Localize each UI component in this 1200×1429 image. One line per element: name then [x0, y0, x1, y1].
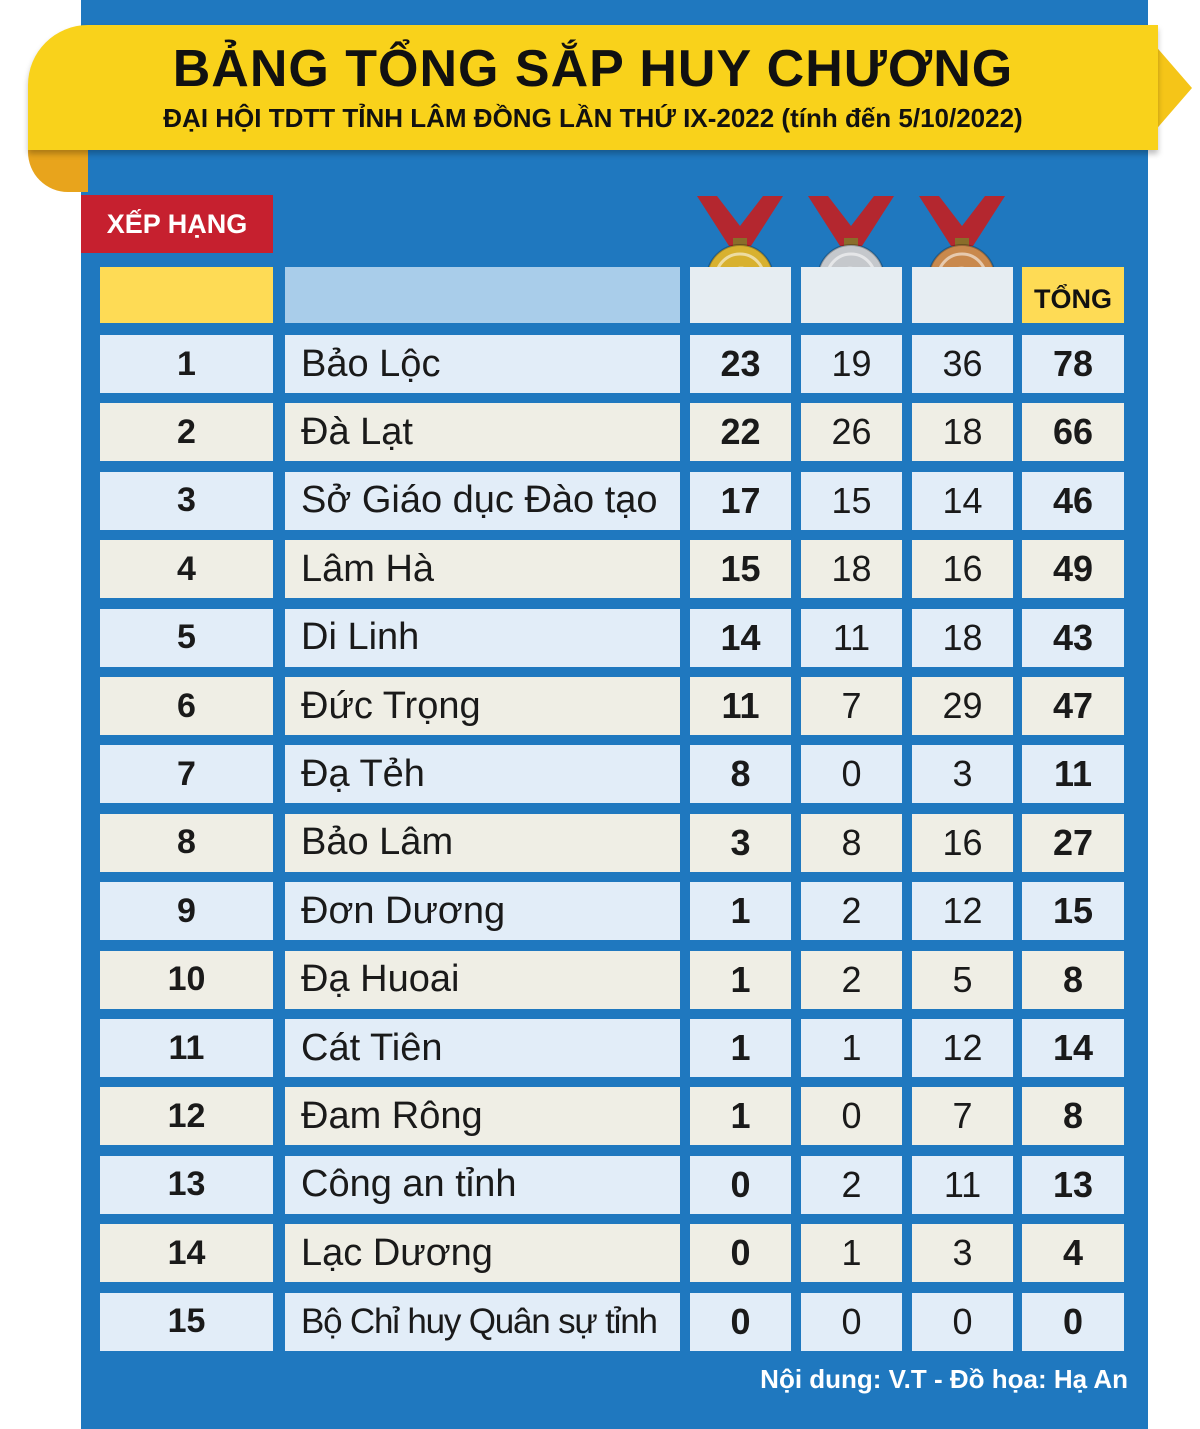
- table-row: [0, 677, 1200, 735]
- rank-label-badge: XẾP HẠNG: [81, 195, 273, 253]
- bronze-cell: 12: [912, 882, 1013, 940]
- bronze-cell: 29: [912, 677, 1013, 735]
- table-row: [0, 1087, 1200, 1145]
- bronze-cell: 7: [912, 1087, 1013, 1145]
- name-cell: Lạc Dương: [285, 1224, 680, 1282]
- gold-cell: 22: [690, 403, 791, 461]
- table-row: [0, 1224, 1200, 1282]
- bronze-cell: 18: [912, 403, 1013, 461]
- gold-cell: 1: [690, 1087, 791, 1145]
- name-cell: Bảo Lâm: [285, 814, 680, 872]
- rank-cell: 14: [100, 1224, 273, 1282]
- table-row: [0, 403, 1200, 461]
- gold-cell: 0: [690, 1156, 791, 1214]
- table-row: [0, 1019, 1200, 1077]
- bronze-cell: 12: [912, 1019, 1013, 1077]
- silver-cell: 0: [801, 1087, 902, 1145]
- name-cell: Di Linh: [285, 609, 680, 667]
- silver-cell: 0: [801, 1293, 902, 1351]
- gold-cell: 1: [690, 1019, 791, 1077]
- total-cell: 66: [1022, 403, 1124, 461]
- total-cell: 46: [1022, 472, 1124, 530]
- total-cell: 8: [1022, 1087, 1124, 1145]
- table-row: [0, 472, 1200, 530]
- table-row: [0, 814, 1200, 872]
- gold-cell: 23: [690, 335, 791, 393]
- gold-cell: 0: [690, 1293, 791, 1351]
- silver-cell: 0: [801, 745, 902, 803]
- name-cell: Lâm Hà: [285, 540, 680, 598]
- name-cell: Đà Lạt: [285, 403, 680, 461]
- name-cell: Bảo Lộc: [285, 335, 680, 393]
- table-row: [0, 335, 1200, 393]
- total-cell: 78: [1022, 335, 1124, 393]
- total-cell: 4: [1022, 1224, 1124, 1282]
- gold-cell: 15: [690, 540, 791, 598]
- total-cell: 13: [1022, 1156, 1124, 1214]
- silver-cell: 8: [801, 814, 902, 872]
- name-cell: Đam Rông: [285, 1087, 680, 1145]
- rank-cell: 6: [100, 677, 273, 735]
- total-cell: 0: [1022, 1293, 1124, 1351]
- table-row: [0, 540, 1200, 598]
- silver-cell: 19: [801, 335, 902, 393]
- rank-cell: 4: [100, 540, 273, 598]
- rank-cell: 2: [100, 403, 273, 461]
- bronze-cell: 3: [912, 745, 1013, 803]
- silver-cell: 11: [801, 609, 902, 667]
- gold-cell: 14: [690, 609, 791, 667]
- name-cell: Đạ Huoai: [285, 951, 680, 1009]
- bronze-cell: 0: [912, 1293, 1013, 1351]
- gold-cell: 8: [690, 745, 791, 803]
- gold-cell: 11: [690, 677, 791, 735]
- rank-cell: 15: [100, 1293, 273, 1351]
- rank-cell: 11: [100, 1019, 273, 1077]
- gold-cell: 0: [690, 1224, 791, 1282]
- bronze-cell: 5: [912, 951, 1013, 1009]
- silver-cell: 2: [801, 1156, 902, 1214]
- gold-cell: 1: [690, 882, 791, 940]
- rank-cell: 10: [100, 951, 273, 1009]
- name-cell: Công an tỉnh: [285, 1156, 680, 1214]
- rank-cell: 9: [100, 882, 273, 940]
- silver-cell: 1: [801, 1224, 902, 1282]
- table-row: [0, 1156, 1200, 1214]
- total-cell: 8: [1022, 951, 1124, 1009]
- bronze-cell: 16: [912, 814, 1013, 872]
- rank-cell: 3: [100, 472, 273, 530]
- bronze-cell: 36: [912, 335, 1013, 393]
- gold-cell: 1: [690, 951, 791, 1009]
- rank-cell: 12: [100, 1087, 273, 1145]
- header-silver-cell: [801, 267, 902, 323]
- total-cell: 43: [1022, 609, 1124, 667]
- rank-cell: 8: [100, 814, 273, 872]
- rank-cell: 7: [100, 745, 273, 803]
- bronze-cell: 14: [912, 472, 1013, 530]
- table-row: [0, 951, 1200, 1009]
- rank-cell: 13: [100, 1156, 273, 1214]
- name-cell: Đạ Tẻh: [285, 745, 680, 803]
- name-cell: Đơn Dương: [285, 882, 680, 940]
- credits: Nội dung: V.T - Đồ họa: Hạ An: [760, 1364, 1128, 1394]
- silver-cell: 26: [801, 403, 902, 461]
- name-cell: Sở Giáo dục Đào tạo: [285, 472, 680, 530]
- header-bronze-cell: [912, 267, 1013, 323]
- total-cell: 14: [1022, 1019, 1124, 1077]
- title-banner: [28, 25, 1158, 150]
- silver-cell: 2: [801, 882, 902, 940]
- total-cell: 27: [1022, 814, 1124, 872]
- total-cell: 15: [1022, 882, 1124, 940]
- page-title: BẢNG TỔNG SẮP HUY CHƯƠNG: [172, 40, 1014, 98]
- silver-cell: 7: [801, 677, 902, 735]
- silver-cell: 1: [801, 1019, 902, 1077]
- banner-fold-left: [28, 148, 88, 192]
- rank-cell: 5: [100, 609, 273, 667]
- silver-cell: 15: [801, 472, 902, 530]
- total-cell: 49: [1022, 540, 1124, 598]
- header-total-cell: TỔNG: [1022, 267, 1124, 323]
- table-row: [0, 1293, 1200, 1351]
- gold-cell: 3: [690, 814, 791, 872]
- bronze-cell: 3: [912, 1224, 1013, 1282]
- name-cell: Cát Tiên: [285, 1019, 680, 1077]
- bronze-cell: 18: [912, 609, 1013, 667]
- header-rank-cell: [100, 267, 273, 323]
- table-row: [0, 609, 1200, 667]
- silver-cell: 18: [801, 540, 902, 598]
- rank-cell: 1: [100, 335, 273, 393]
- header-gold-cell: [690, 267, 791, 323]
- total-cell: 11: [1022, 745, 1124, 803]
- name-cell: Đức Trọng: [285, 677, 680, 735]
- total-cell: 47: [1022, 677, 1124, 735]
- bronze-cell: 11: [912, 1156, 1013, 1214]
- table-row: [0, 882, 1200, 940]
- header-name-cell: [285, 267, 680, 323]
- gold-cell: 17: [690, 472, 791, 530]
- table-row: [0, 745, 1200, 803]
- bronze-cell: 16: [912, 540, 1013, 598]
- page-subtitle: ĐẠI HỘI TDTT TỈNH LÂM ĐỒNG LẦN THỨ IX-2022 (tính đến 5/10/2022): [163, 103, 1023, 133]
- silver-cell: 2: [801, 951, 902, 1009]
- name-cell: Bộ Chỉ huy Quân sự tỉnh: [285, 1293, 680, 1351]
